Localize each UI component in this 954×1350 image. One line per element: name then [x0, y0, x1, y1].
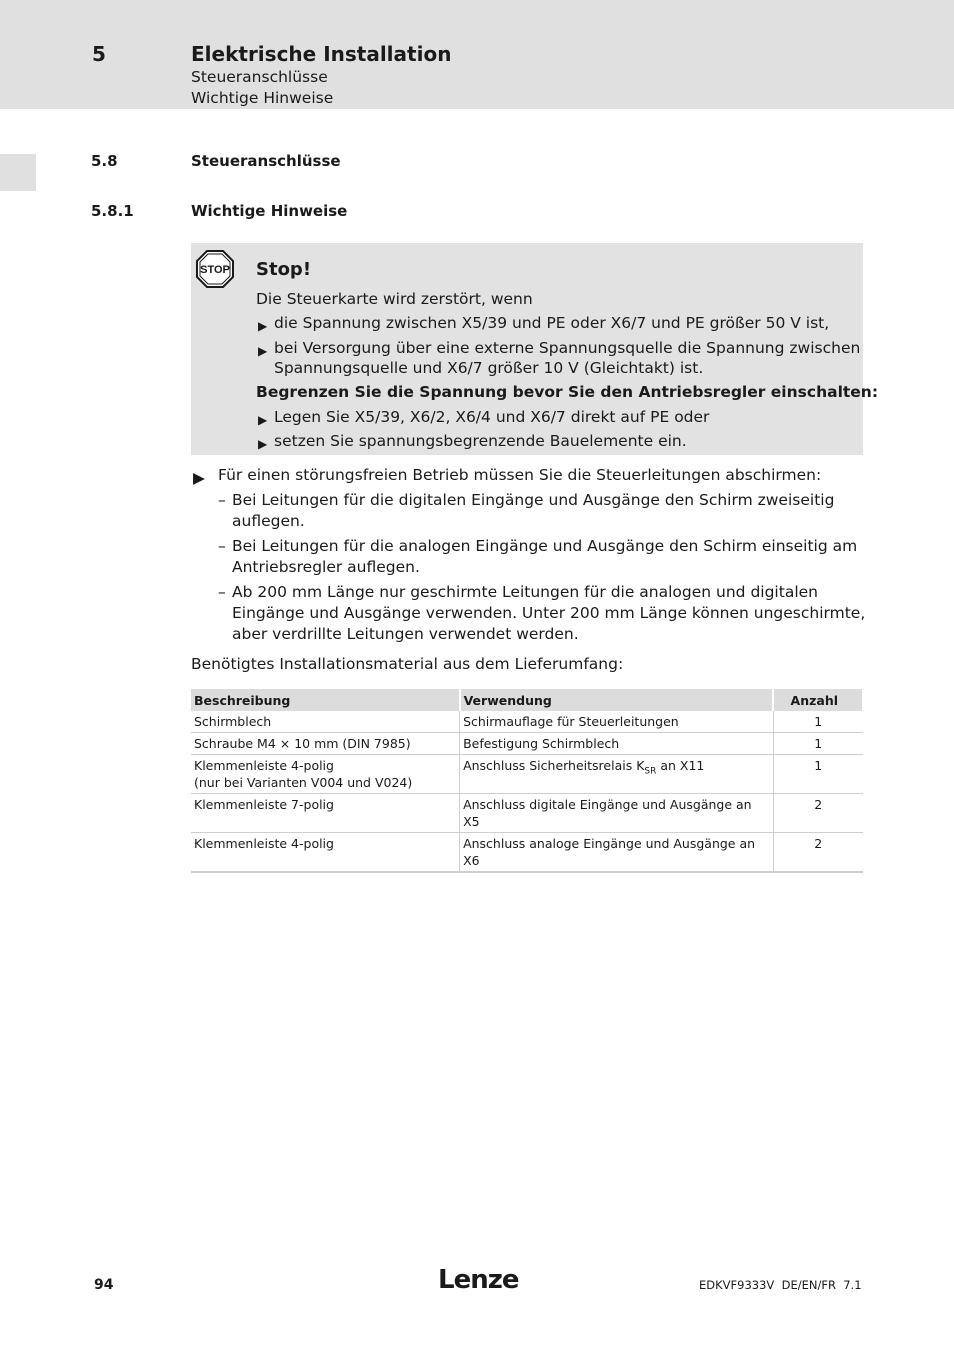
stop-condition-cont: Spannungsquelle und X6/7 größer 10 V (Gleichtakt) ist. [274, 359, 704, 377]
cell-description: Klemmenleiste 7-polig [191, 794, 460, 833]
breadcrumb-subsection: Wichtige Hinweise [191, 89, 334, 107]
material-table [191, 689, 864, 873]
chapter-side-tab [0, 154, 36, 191]
stop-action: Legen Sie X5/39, X6/2, X6/4 und X6/7 direkt auf PE oder [274, 408, 710, 426]
dash-icon: – [218, 583, 226, 601]
cell-quantity: 2 [773, 794, 863, 833]
stop-title: Stop! [256, 259, 312, 280]
section-title: Steueranschlüsse [191, 152, 341, 170]
table-row [191, 755, 863, 794]
column-header-description: Beschreibung [191, 689, 460, 711]
cell-description: Klemmenleiste 4-polig (nur bei Varianten V004 und V024) [191, 755, 460, 794]
table-header-row [191, 689, 863, 711]
stop-action: setzen Sie spannungsbegrenzende Bauelemente ein. [274, 432, 687, 450]
stop-condition: bei Versorgung über eine externe Spannungsquelle die Spannung zwischen [274, 339, 861, 357]
cell-description: Schraube M4 × 10 mm (DIN 7985) [191, 733, 460, 755]
subsection-number: 5.8.1 [91, 202, 134, 220]
column-header-usage: Verwendung [460, 689, 773, 711]
subsection-title: Wichtige Hinweise [191, 202, 348, 220]
cell-quantity: 1 [773, 755, 863, 794]
shielding-item-cont: Eingänge und Ausgänge verwenden. Unter 200 mm Länge können ungeschirmte, [232, 604, 866, 622]
table-row [191, 711, 863, 733]
cell-description: Schirmblech [191, 711, 460, 733]
cell-usage: Anschluss analoge Eingänge und Ausgänge an X6 [460, 833, 773, 873]
chapter-number: 5 [92, 42, 106, 66]
shielding-item-cont: aber verdrillte Leitungen verwendet werden. [232, 625, 579, 643]
table-row [191, 794, 863, 833]
dash-icon: – [218, 491, 226, 509]
cell-quantity: 2 [773, 833, 863, 873]
triangle-bullet-icon: ▶ [258, 319, 268, 333]
cell-usage: Befestigung Schirmblech [460, 733, 773, 755]
material-intro: Benötigtes Installationsmaterial aus dem Lieferumfang: [191, 655, 624, 673]
stop-intro: Die Steuerkarte wird zerstört, wenn [256, 290, 533, 308]
shielding-item: Ab 200 mm Länge nur geschirmte Leitungen für die analogen und digitalen [232, 583, 818, 601]
shielding-item-cont: Antriebsregler auflegen. [232, 558, 420, 576]
table-row [191, 833, 863, 873]
dash-icon: – [218, 537, 226, 555]
breadcrumb-section: Steueranschlüsse [191, 68, 328, 86]
shielding-item: Bei Leitungen für die analogen Eingänge und Ausgänge den Schirm einseitig am [232, 537, 858, 555]
page-number: 94 [94, 1277, 114, 1293]
shielding-bullet: Für einen störungsfreien Betrieb müssen Sie die Steuerleitungen abschirmen: [218, 466, 822, 484]
chapter-title: Elektrische Installation [191, 42, 452, 66]
header-band [0, 0, 954, 109]
cell-description: Klemmenleiste 4-polig [191, 833, 460, 873]
column-header-quantity: Anzahl [773, 689, 863, 711]
stop-icon-text: STOP [200, 264, 230, 276]
lenze-logo: Lenze [438, 1265, 519, 1295]
stop-condition: die Spannung zwischen X5/39 und PE oder X6/7 und PE größer 50 V ist, [274, 314, 830, 332]
stop-sign-icon [196, 250, 234, 288]
cell-usage: Anschluss Sicherheitsrelais $K_{SR}$ an X11 [460, 755, 773, 794]
cell-quantity: 1 [773, 733, 863, 755]
document-id: EDKVF9333V DE/EN/FR 7.1 [699, 1278, 862, 1292]
triangle-bullet-icon: ▶ [258, 344, 268, 358]
triangle-bullet-icon: ▶ [193, 469, 205, 487]
cell-quantity: 1 [773, 711, 863, 733]
cell-usage: Anschluss digitale Eingänge und Ausgänge an X5 [460, 794, 773, 833]
shielding-item: Bei Leitungen für die digitalen Eingänge und Ausgänge den Schirm zweiseitig [232, 491, 835, 509]
table-row [191, 733, 863, 755]
triangle-bullet-icon: ▶ [258, 437, 268, 451]
shielding-item-cont: auflegen. [232, 512, 305, 530]
stop-instruction: Begrenzen Sie die Spannung bevor Sie den Antriebsregler einschalten: [256, 383, 879, 401]
cell-usage: Schirmauflage für Steuerleitungen [460, 711, 773, 733]
section-number: 5.8 [91, 152, 118, 170]
triangle-bullet-icon: ▶ [258, 413, 268, 427]
